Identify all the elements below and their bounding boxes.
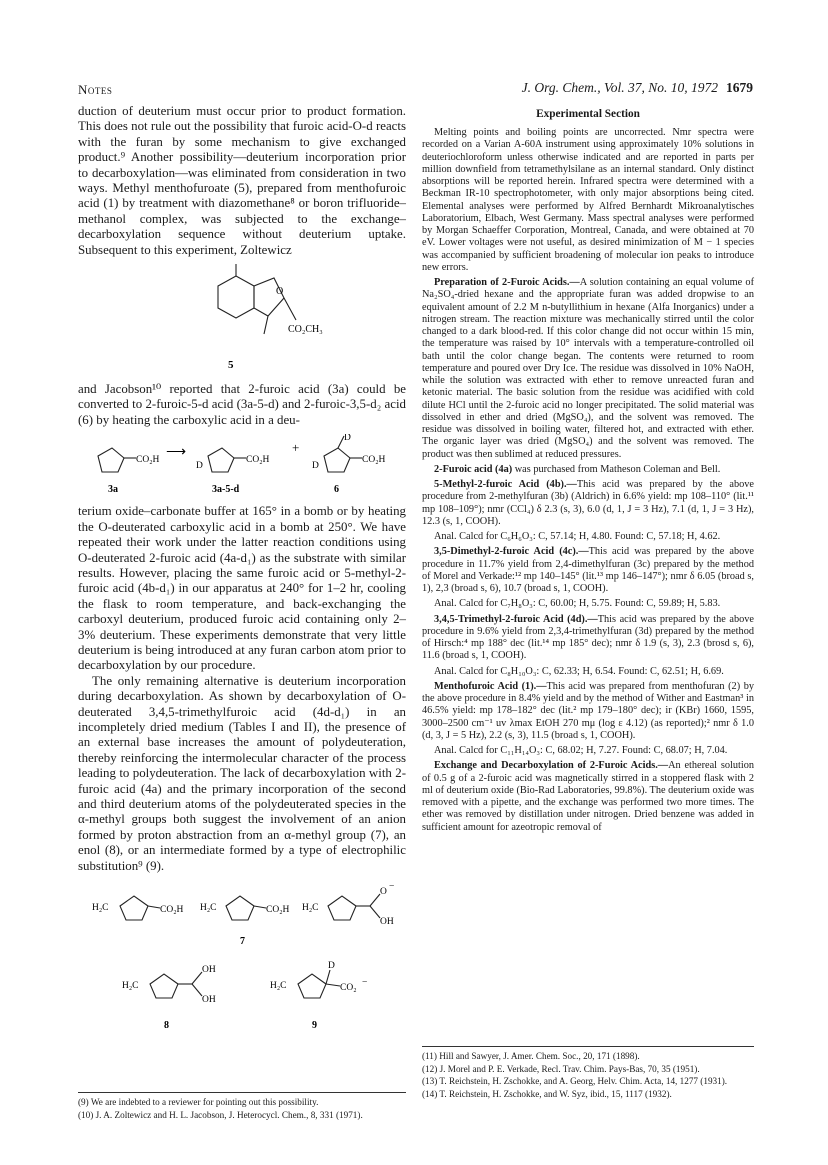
footnote: (11) Hill and Sawyer, J. Amer. Chem. Soc., 20, 171 (1898). (422, 1051, 640, 1061)
deuterium-label: D (328, 961, 335, 972)
furan-ring-3a5d (208, 448, 234, 472)
co2h-label: CO₂H (246, 455, 270, 466)
deuterium-label: D (344, 434, 351, 444)
hydroxyl-label: OH (380, 917, 394, 928)
ester-label: CO₂CH₃ (288, 324, 323, 336)
co2h-label: CO₂H (266, 905, 290, 916)
h2c-label: H₂C (122, 981, 139, 992)
charge-label: − (362, 978, 368, 989)
left-footnotes (78, 1092, 406, 1122)
paragraph: 3,4,5-Trimethyl-2-furoic Acid (4d).—This acid was prepared by the above procedure in 9.6% yield from 2,3,4-trimethylfuran (3d) prepared by the method of Hirsch:⁴ mp 188° dec (lit.¹⁴ mp 185° dec); nmr δ 1.9 (s, 3), 2.3 (brosd s, 6), 11.6 (broad s, 1, COOH). (422, 613, 754, 662)
structures-8-9-figure (78, 956, 406, 1034)
compound-number: 6 (334, 484, 339, 496)
deuterium-label: D (312, 461, 319, 472)
reaction-arrow: ⟶ (166, 445, 187, 461)
paragraph-heading: 3,5-Dimethyl-2-furoic Acid (4c).— (434, 546, 589, 558)
co2h-label: CO₂H (362, 455, 386, 466)
left-column (78, 104, 406, 1040)
paragraph: The only remaining alternative is deuterium incorporation during decarboxylation. As shown by decarboxylation of O-deuterated 3,4,5-trimethylfuroic acid (4d-d₁) in an incompletely dried medium (Tables I and II), the presence of an external base increases the amount of polydeuteration, thereby reinforcing the intermolecular character of the process leading to polydeuteration. The lack of decarboxylation with 2-furoic acid (4a) and the primary incorporation of the second and third deuterium atoms of the polydeuterated species in the α-methyl groups both suggest the involvement of an anion formed by proton abstraction from an α-methyl group (7), an enol (8), or an intermediate formed by a type of electrophilic substitution⁹ (9). (78, 673, 406, 873)
co2h-label: CO₂H (160, 905, 184, 916)
furan-ring (328, 896, 356, 920)
paragraph: 3,5-Dimethyl-2-furoic Acid (4c).—This acid was prepared by the above procedure in 11.7% yield from 2,4-dimethylfuran (3c) prepared by the method of Morel and Verkade:¹² mp 140–145° (lit.¹³ mp 146–147°); nmr δ 6.05 (broad s, 1), 2,3 (broad s, 6), 10.7 (broad s, 1, COOH). (422, 546, 754, 594)
charge-label: − (389, 882, 395, 893)
plus-sign: + (292, 440, 300, 456)
bond (254, 906, 266, 908)
running-head-section: Notes (78, 82, 113, 97)
bond (370, 894, 380, 906)
paragraph: 5-Methyl-2-furoic Acid (4b).—This acid was prepared by the above procedure from 2-methylfuran (3b) (Aldrich) in 6.6% yield: mp 108–110° (lit.¹¹ mp 108–109°); nmr (CCl₄) δ 2.3 (s, 3), 6.0 (d, 1, J = 3 Hz), 7.1 (d, 1, J = 3 Hz), 12.3 (s, 1, COOH). (422, 479, 754, 527)
hydroxyl-label: OH (202, 965, 216, 976)
furan-ring (150, 974, 178, 998)
footnote: (9) We are indebted to a reviewer for pointing out this possibility. (78, 1097, 319, 1107)
analysis-line: Anal. Calcd for C₁₁H₁₄O₃: C, 68.02; H, 7.27. Found: C, 68.07; H, 7.04. (434, 745, 728, 756)
structures-7-figure (78, 880, 406, 950)
analysis-line: Anal. Calcd for C₆H₆O₃: C, 57.14; H, 4.80. Found: C, 57.18; H, 4.62. (434, 531, 721, 542)
compound-number: 5 (228, 359, 234, 372)
oxygen-label: O (380, 887, 387, 898)
deuterium-label: D (196, 461, 203, 472)
h2c-label: H₂C (200, 903, 217, 914)
bond (326, 984, 340, 986)
paragraph: duction of deuterium must occur prior to product formation. This does not rule out the possibility that furoic acid-O-d reacts with the furan by some mechanism to give exchanged product.⁹ Another possibility—deuterium incorporation prior to decarboxylation—was eliminated from consideration in two ways. Methyl menthofuroate (5), prepared from menthofuroic acid (1) by treatment with diazomethane⁸ or boron trifluoride–methanol complex, was subjected to the exchange–decarboxylation sequence without deuterium uptake. Subsequent to this experiment, Zoltewicz (78, 104, 406, 257)
furan-ring (254, 278, 284, 316)
bond (192, 972, 202, 984)
footnote: (12) J. Morel and P. E. Verkade, Recl. Trav. Chim. Pays-Bas, 70, 35 (1951). (422, 1063, 700, 1074)
paragraph-heading: Preparation of 2-Furoic Acids.— (434, 277, 580, 288)
analysis-line: Anal. Calcd for C₇H₈O₃: C, 60.00; H, 5.75. Found: C, 59.89; H, 5.83. (434, 598, 721, 610)
structure-5-figure (78, 264, 406, 376)
furan-ring (120, 896, 148, 920)
furan-ring (226, 896, 254, 920)
compound-number: 3a-5-d (212, 484, 240, 496)
page-number: 1679 (726, 80, 753, 95)
paragraph-heading: Exchange and Decarboxylation of 2-Furoic Acids.— (434, 760, 669, 772)
methyl-bond (264, 316, 268, 334)
section-title: Experimental Section (536, 108, 640, 120)
footnote: (13) T. Reichstein, H. Zschokke, and A. Georg, Helv. Chim. Acta, 14, 1277 (1931). (422, 1076, 728, 1086)
paragraph: Exchange and Decarboxylation of 2-Furoic Acids.—An ethereal solution of 0.5 g of a 2-furoic acid was magnetically stirred in a stoppered flask with 2 ml of deuterium oxide (Bio-Rad Laboratories, 99.8%). The deuterium oxide was removed with a pipette, and the exchange was performed two more times. The ether was removed by distillation under nitrogen. Dried benzene was added in sufficient amount for azeotropic removal of (422, 760, 755, 833)
right-footnotes (422, 1046, 754, 1101)
compound-number: 7 (240, 936, 245, 948)
paragraph-heading: 2-Furoic acid (4a) (434, 463, 513, 475)
running-head-journal: J. Org. Chem., Vol. 37, No. 10, 1972 1679 (521, 80, 753, 95)
compound-number: 8 (164, 1020, 169, 1032)
compound-number: 9 (312, 1020, 317, 1032)
bond (148, 906, 160, 908)
h2c-label: H₂C (302, 903, 319, 914)
right-column (422, 104, 754, 837)
ester-bond (284, 298, 296, 320)
bond (370, 906, 380, 918)
paragraph: and Jacobson¹⁰ reported that 2-furoic acid (3a) could be converted to 2-furoic-5-d acid (3a-5-d) and 2-furoic-3,5-d₂ acid (6) by heating the carboxylic acid in a deu- (78, 382, 406, 427)
paragraph-heading: 3,4,5-Trimethyl-2-furoic Acid (4d).— (434, 613, 598, 625)
h2c-label: H₂C (270, 981, 287, 992)
ring-oxygen-label: O (276, 286, 284, 298)
carboxylate-label: CO₂ (340, 983, 357, 994)
paragraph: Menthofuroic Acid (1).—This acid was prepared from menthofuran (2) by the above procedure in 8.4% yield and by the method of Wither and Eastman³ in 46.5% yield: mp 178–182° dec (lit.² mp 179–180° dec); ir (KBr) 1660, 1595, 3000–2500 cm⁻¹ uv λmax EtOH 270 mμ (log ε 4.12) (as reported);² nmr δ 1.0 (d, 3, J = 5 Hz), 2.2 (s, 3), 11.5 (broad s, 1, COOH). (422, 680, 754, 741)
furan-ring (298, 974, 326, 998)
bond (192, 984, 202, 996)
cyclohexane-ring (218, 276, 254, 318)
paragraph: terium oxide–carbonate buffer at 165° in a bomb or by heating the O-deuterated carboxylic acid in a bomb at 250°. We have repeated their work under the latter reaction conditions using O-deuterated 2-furoic acid (4a-d₁) as the substrate with similar results. However, placing the same furoic acid or 5-methyl-2-furoic acid (4b-d₁) in our apparatus at 240° for 1–2 hr, cooling the flask to room temperature, and back-exchanging the carboxyl deuterium, produced furoic acid containing only 2–3% deuterium. These experiments demonstrate that very little deuterium is being introduced at any furan carbon atom prior to decarboxylation by our procedure. (78, 504, 406, 673)
footnote: (14) T. Reichstein, H. Zschokke, and W. Syz, ibid., 15, 1117 (1932). (422, 1088, 672, 1099)
paragraph: Preparation of 2-Furoic Acids.—A solution containing an equal volume of Na₂SO₄-dried hexane and the appropriate furan was added dropwise to an equivalent amount of 2.2 M n-butyllithium in hexane (Alfa Inorganics) under a nitrogen stream. The reaction mixture was mechanically stirred until the color changed to a dark blood-red. If this color change did not occur within 15 min, the temperature was raised by 10° intervals with a temperature-controlled oil bath until the color change began. The contents were returned to room temperature and poured over Dry Ice. The residue was dissolved in 10% NaOH, while the solution was extracted with ether to remove unreacted furan and ketonic material. The basic solution from the residue was acidified with cold dilute HCl until the 2-furoic acid no longer precipitated. The solid material was dissolved in ether and dried (MgSO₄), and the solvent was removed. The residue was dissolved in boiling water, filtered hot, and extracted with ether. The organic layer was dried (MgSO₄) and the solvent was removed. The product was then sublimed at reduced pressures. (422, 277, 754, 460)
paragraph-heading: Menthofuroic Acid (1).— (434, 680, 547, 692)
paragraph-heading: 5-Methyl-2-furoic Acid (4b).— (434, 479, 577, 490)
h2c-label: H₂C (92, 903, 109, 914)
bond (326, 970, 330, 984)
hydroxyl-label: OH (202, 995, 216, 1006)
footnote: (10) J. A. Zoltewicz and H. L. Jacobson, J. Heterocycl. Chem., 8, 331 (1971). (78, 1109, 363, 1120)
co2h-label: CO₂H (136, 455, 160, 466)
paragraph: Melting points and boiling points are uncorrected. Nmr spectra were recorded on a Varian A-60A instrument using approximately 10% solutions in deuteriochloroform unless otherwise indicated and are reported in parts per million downfield from tetramethylsilane as an internal standard. Only distinct absorptions will be reported herein. Infrared spectra were determined with a Beckman IR-10 spectrophotometer, with only major absorptions being cited. Elemental analyses were performed by Alfred Bernhardt Mikroanalytisches Laboratorium, Elbach, West Germany. Mass spectral analyses were performed by Morgan Schaeffer Corporation, Montreal, Canada, and were obtained at 70 eV. Lower voltages were not useful, as desired minimization of M − 1 species was accompanied by sufficient broadening of molecular ion peaks to introduce new errors. (422, 127, 754, 273)
furan-ring-6 (324, 448, 350, 472)
analysis-line: Anal. Calcd for C₈H₁₀O₃: C, 62.33; H, 6.54. Found: C, 62.51; H, 6.69. (434, 665, 724, 677)
compound-number: 3a (108, 484, 118, 496)
scheme-3a-figure (78, 434, 406, 498)
furan-ring-3a (98, 448, 124, 472)
paragraph: 2-Furoic acid (4a) was purchased from Matheson Coleman and Bell. (434, 463, 721, 475)
